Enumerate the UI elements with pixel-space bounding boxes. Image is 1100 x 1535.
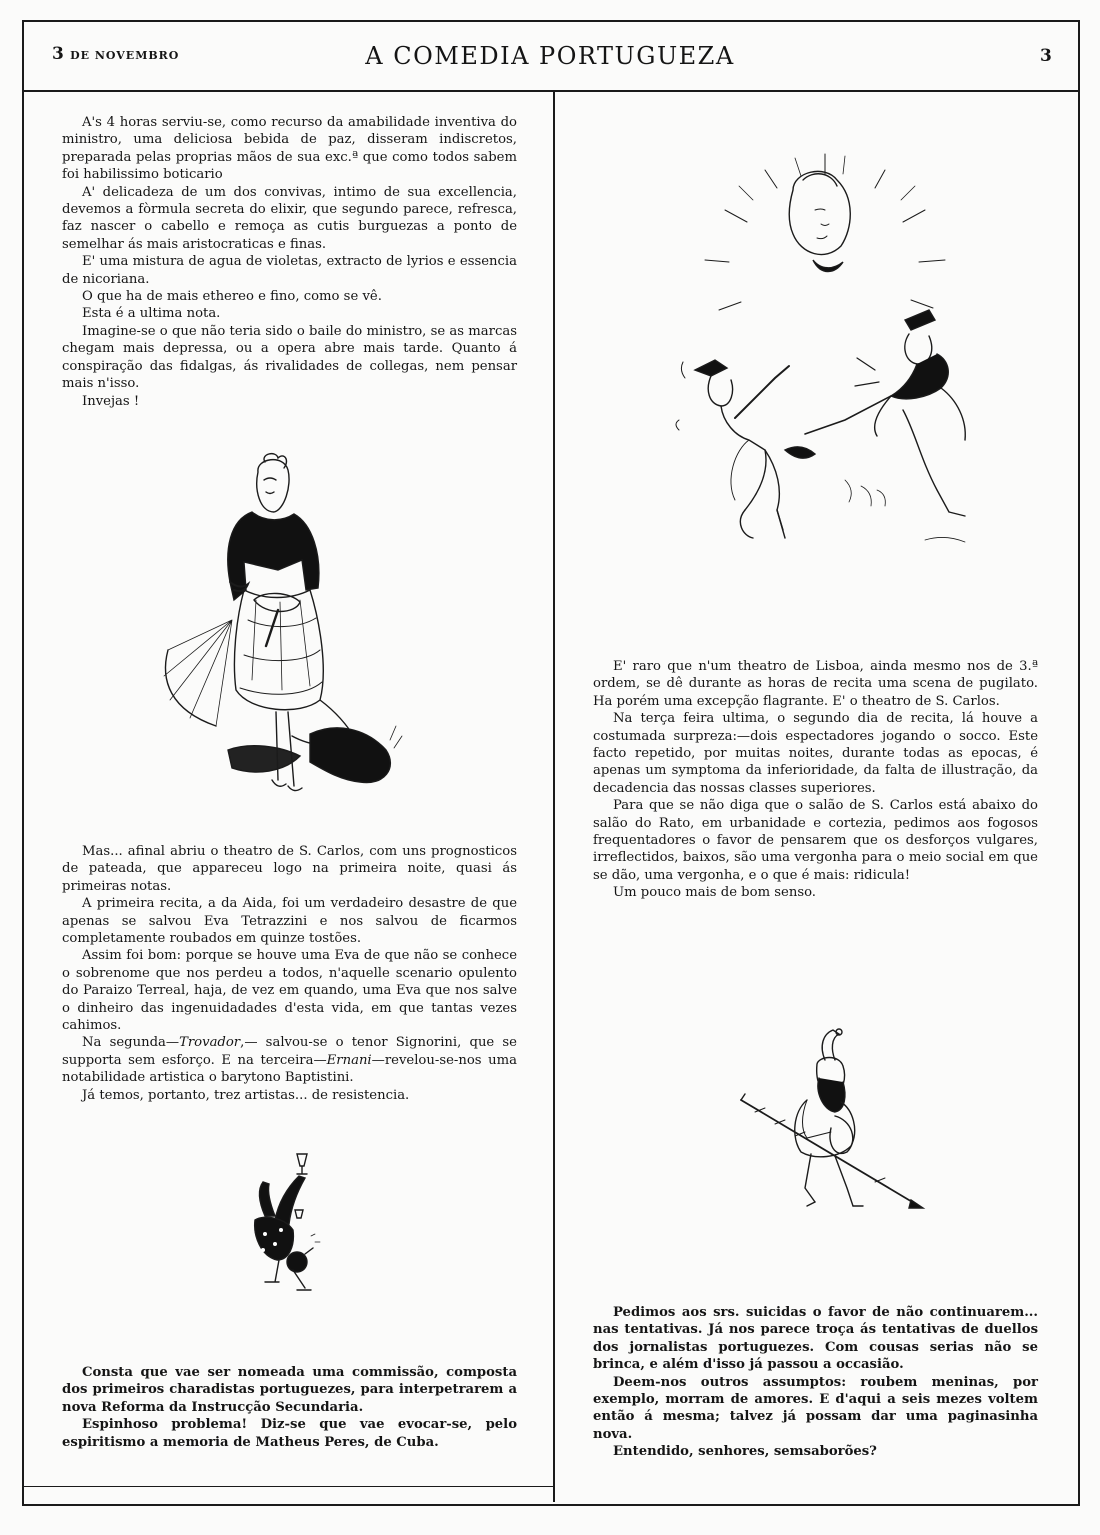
paragraph: Mas... afinal abriu o theatro de S. Carlos, com uns prognosticos de pateada, que appareceu logo na primeira noite, quasi ás primeiras notas.: [62, 844, 517, 894]
paragraph: Já temos, portanto, trez artistas... de resistencia.: [82, 1087, 410, 1103]
fight-under-radiant-head-illustration: [665, 150, 995, 560]
lady-with-fan-illustration: [160, 450, 410, 810]
paragraph: E' uma mistura de agua de violetas, extracto de lyrios e essencia de nicoriana.: [62, 254, 517, 287]
acrobat-with-glass-illustration: [235, 1150, 345, 1300]
masthead-title: A COMEDIA PORTUGUEZA: [365, 42, 735, 70]
paragraph: A primeira recita, a da Aida, foi um verdadeiro desastre de que apenas se salvou Eva Tetrazzini e nos salvou de ficarmos completamente roubados em quinze tostões.: [62, 896, 517, 947]
paragraph: E' raro que n'um theatro de Lisboa, ainda mesmo nos de 3.ª ordem, se dê durante as horas de recita uma scena de pugilato. Ha porém uma excepção flagrante. E' o theatro de S. Carlos.: [593, 659, 1038, 709]
paragraph: Um pouco mais de bom senso.: [613, 885, 816, 901]
paragraph: [62, 1034, 517, 1086]
right-text-block-1: [593, 658, 1038, 902]
header-rule: [22, 90, 1078, 92]
left-text-block-1: [62, 114, 517, 410]
text-run: —revelou-se-nos uma notabilidade artistica o barytono Baptistini.: [62, 1052, 517, 1086]
left-text-block-3: [62, 1364, 517, 1451]
paragraph: Deem-nos outros assumptos: roubem meninas, por exemplo, morram de amores. E d'aqui a seis mezes voltem então á mesma; talvez já possam dar uma paginasinha nova.: [593, 1374, 1038, 1442]
paragraph: Consta que vae ser nomeada uma commissão, composta dos primeiros charadistas portuguezes, para interpetrarem a nova Reforma da Instrucção Secundaria.: [62, 1365, 517, 1415]
paragraph: A's 4 horas serviu-se, como recurso da amabilidade inventiva do ministro, uma deliciosa bebida de paz, disseram indiscretos, preparada pelas proprias mãos de sua exc.ª que como todos sabem foi habilissimo boticario: [62, 115, 517, 183]
gnome-with-spear-illustration: [735, 1020, 925, 1220]
header-date-month: DE NOVEMBRO: [70, 49, 180, 62]
paragraph: Pedimos aos srs. suicidas o favor de não continuarem... nas tentativas. Já nos parece troça ás tentativas de duellos dos jornalistas portuguezes. Com cousas serias não se brinca, e além d'isso já passou a occasião.: [593, 1305, 1038, 1373]
paragraph: A' delicadeza de um dos convivas, intimo de sua excellencia, devemos a fòrmula secreta do elixir, que segundo parece, refresca, faz nascer o cabello e remoça as cutis burguezas a ponto de semelhar ás mais aristocraticas e finas.: [62, 184, 517, 252]
paragraph: Para que se não diga que o salão de S. Carlos está abaixo do salão do Rato, em urbanidade e cortezia, pedimos aos fogosos frequentadores o favor de pensarem que os desforços vulgares, irreflectidos, baixos, são uma vergonha para o meio social em que se dão, uma vergonha, e o que é mais: ridicula!: [593, 798, 1038, 883]
paragraph: Imagine-se o que não teria sido o baile do ministro, se as marcas chegam mais depressa, ou a opera abre mais tarde. Quanto á conspiração das fidalgas, ás rivalidades de collegas, nem pensar mais n'isso.: [62, 323, 517, 392]
opera-title-trovador: Trovador: [179, 1035, 241, 1051]
header-date-day: 3: [52, 44, 65, 64]
column-divider: [553, 92, 555, 1502]
bottom-rule-left: [22, 1486, 555, 1487]
opera-title-ernani: Ernani: [326, 1052, 372, 1068]
left-text-block-2: [62, 843, 517, 1104]
text-run: Na segunda—: [82, 1035, 180, 1051]
page-number: 3: [1040, 46, 1052, 66]
paragraph: Esta é a ultima nota.: [82, 306, 221, 322]
paragraph: O que ha de mais ethereo e fino, como se vê.: [82, 289, 382, 305]
paragraph: Assim foi bom: porque se houve uma Eva de que não se conhece o sobrenome que nos perdeu a todos, n'aquelle scenario opulento do Paraizo Terreal, haja, de vez em quando, uma Eva que nos salve o dinheiro das ingenuidadades d'esta vida, em que tantas vezes cahimos.: [62, 948, 517, 1034]
text-run: ,— salvou-se o tenor Signorini, que se supporta sem esforço. E na terceira—: [62, 1035, 517, 1068]
paragraph: Espinhoso problema! Diz-se que vae evocar-se, pelo espiritismo a memoria de Matheus Peres, de Cuba.: [62, 1417, 517, 1450]
paragraph: Na terça feira ultima, o segundo dia de recita, lá houve a costumada surpreza:—dois espectadores jogando o socco. Este facto repetido, por muitas noites, durante todas as epocas, é apenas um symptoma da inferioridade, da falta de illustração, da decadencia das nossas classes superiores.: [593, 711, 1038, 796]
right-text-block-2: [593, 1304, 1038, 1461]
paragraph: Entendido, senhores, semsaborões?: [613, 1444, 877, 1460]
paragraph: Invejas !: [82, 393, 140, 409]
